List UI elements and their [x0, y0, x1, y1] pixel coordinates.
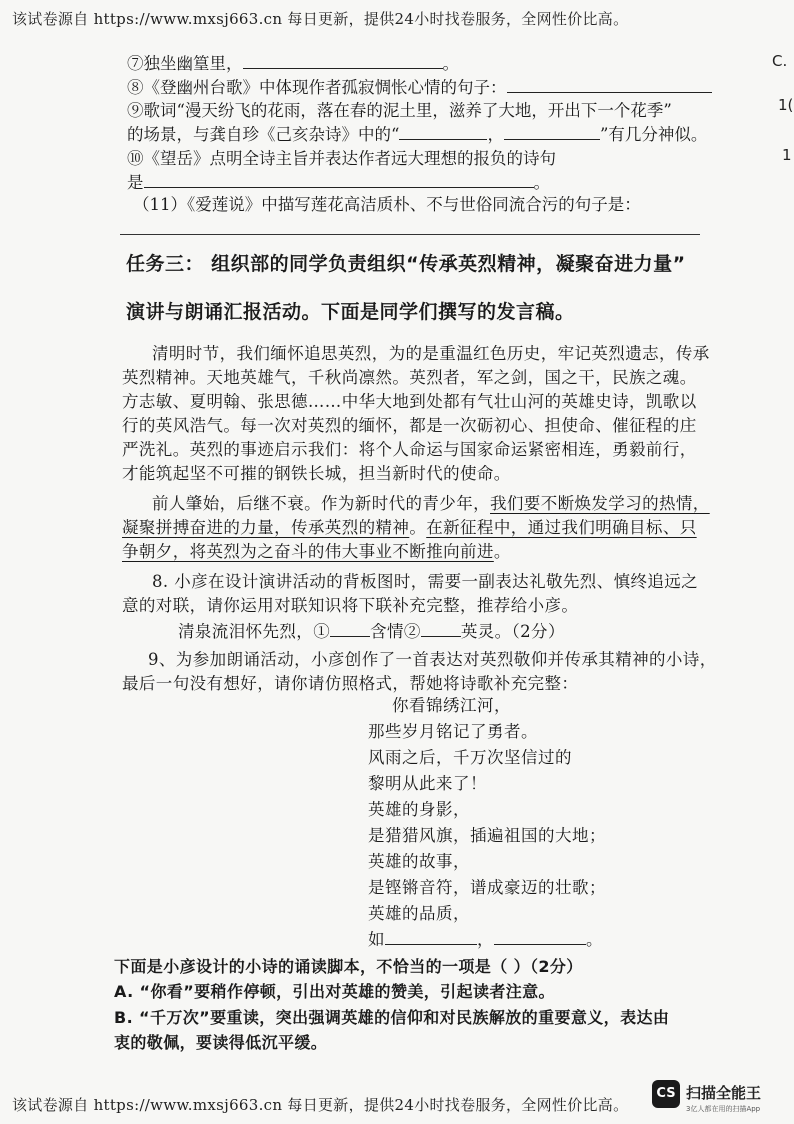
- q8-couplet: [178, 620, 565, 644]
- q10-option-b-line-1: B. “千万次”要重读，突出强调英雄的信仰和对民族解放的重要意义，表达由: [114, 1008, 670, 1027]
- q8-couplet-b: 含情②: [370, 622, 421, 641]
- poem-line-2: 那些岁月铭记了勇者。: [368, 722, 538, 741]
- poem-line-5: 英雄的身影，: [368, 800, 470, 819]
- q8-couplet-a: 清泉流泪怀先烈，①: [178, 622, 331, 641]
- q10-option-a: A. “你看”要稍作停顿，引出对英雄的赞美，引起读者注意。: [114, 982, 555, 1001]
- speech-p2-line-2: [122, 516, 697, 540]
- item-9-line-2: [127, 123, 707, 147]
- q10-stem: 下面是小彦设计的小诗的诵读脚本，不恰当的一项是（ ）（2分）: [114, 957, 583, 976]
- q9-line-2: 最后一句没有想好，请你请仿照格式，帮她将诗歌补充完整：: [122, 674, 579, 693]
- poem-line-4: 黎明从此来了！: [368, 774, 487, 793]
- page-header-watermark: 该试卷源自 https://www.mxsj663.cn 每日更新，提供24小时找卷服务，全网性价比高。: [12, 10, 629, 28]
- item-10-line-2: [127, 171, 550, 195]
- item-7-end: 。: [442, 54, 459, 73]
- cs-logo-icon: CS: [652, 1080, 680, 1108]
- item-10-text: 是: [127, 173, 144, 192]
- poem-last-line: [368, 928, 603, 952]
- item-9-text: 的场景，与龚自珍《己亥杂诗》中的“: [127, 125, 400, 144]
- speech-p1-line-5: 严洗礼。英烈的事迹启示我们：将个人命运与国家命运紧密相连，勇毅前行，: [122, 440, 697, 459]
- edge-text-a: C.: [772, 52, 788, 70]
- poem-blank-2[interactable]: [494, 928, 586, 945]
- q8-couplet-c: 英灵。（2分）: [460, 622, 565, 641]
- item-9-blank-1[interactable]: [399, 123, 487, 140]
- poem-blank-1[interactable]: [385, 928, 477, 945]
- speech-p1-line-3: 方志敏、夏明翰、张思德……中华大地到处都有气壮山河的英雄史诗，凯歌以: [122, 392, 697, 411]
- speech-p2-underlined-2: 凝聚拼搏奋进的力量，传承英烈的精神: [122, 518, 410, 537]
- item-9-comma: ，: [487, 125, 504, 144]
- poem-line-6: 是猎猎风旗，插遍祖国的大地；: [368, 826, 606, 845]
- scanner-app-logo: [652, 1080, 792, 1120]
- item-7-blank[interactable]: [243, 52, 443, 69]
- poem-last-comma: ，: [477, 930, 494, 949]
- task3-title-line-1: 任务三： 组织部的同学负责组织“传承英烈精神，凝聚奋进力量”: [126, 253, 686, 275]
- item-8: [127, 76, 712, 100]
- speech-p2-underlined-4: 争朝夕，将英烈为之奋斗的伟大事业不断推向前进: [122, 542, 494, 561]
- speech-p1-line-4: 行的英风浩气。每一次对英烈的缅怀，都是一次砺初心、担使命、催征程的庄: [122, 416, 697, 435]
- speech-p2-plain-3: 。: [493, 542, 511, 561]
- q8-line-2: 意的对联，请你运用对联知识将下联补充完整，推荐给小彦。: [122, 596, 579, 615]
- speech-p2-underlined-3: 在新征程中，通过我们明确目标、只: [426, 518, 697, 537]
- q8-blank-2[interactable]: [421, 620, 461, 637]
- poem-line-1: 你看锦绣江河，: [392, 696, 511, 715]
- item-7-text: ⑦独坐幽篁里，: [127, 54, 243, 73]
- item-8-blank[interactable]: [507, 76, 712, 93]
- speech-p1-line-1: 清明时节，我们缅怀追思英烈，为的是重温红色历史，牢记英烈遗志，传承: [152, 344, 710, 363]
- item-9-end: ”有几分神似。: [599, 125, 708, 144]
- poem-line-3: 风雨之后，千万次坚信过的: [368, 748, 572, 767]
- item-11: （11）《爱莲说》中描写莲花高洁质朴、不与世俗同流合污的句子是：: [133, 195, 641, 214]
- poem-line-8: 是铿锵音符，谱成豪迈的壮歌；: [368, 878, 606, 897]
- speech-p1-line-2: 英烈精神。天地英雄气，千秋尚凛然。英烈者，军之剑，国之干，民族之魂。: [122, 368, 697, 387]
- q8-line-1: 8. 小彦在设计演讲活动的背板图时，需要一副表达礼敬先烈、慎终追远之: [152, 572, 699, 591]
- item-8-text: ⑧《登幽州台歌》中体现作者孤寂惆怅心情的句子：: [127, 78, 507, 97]
- speech-p1-line-6: 才能筑起坚不可摧的钢铁长城，担当新时代的使命。: [122, 464, 511, 483]
- poem-line-9: 英雄的品质，: [368, 904, 470, 923]
- logo-app-name: 扫描全能王: [686, 1084, 762, 1102]
- q8-blank-1[interactable]: [330, 620, 370, 637]
- logo-tagline: 3亿人都在用的扫描App: [686, 1105, 761, 1113]
- item-10-end: 。: [533, 173, 550, 192]
- edge-text-b: 1(: [778, 96, 794, 114]
- poem-line-7: 英雄的故事，: [368, 852, 470, 871]
- item-10-blank[interactable]: [144, 171, 534, 188]
- q10-option-b-line-2: 衷的敬佩，要读得低沉平缓。: [114, 1033, 328, 1052]
- speech-p2-plain-2: 。: [409, 518, 427, 537]
- task3-title-line-2: 演讲与朗诵汇报活动。下面是同学们撰写的发言稿。: [126, 301, 575, 323]
- speech-p2-line-3: [122, 540, 511, 564]
- item-9-line-1: ⑨歌词“漫天纷飞的花雨，落在春的泥土里，滋养了大地，开出下一个花季”: [127, 101, 672, 120]
- item-11-answer-line[interactable]: [120, 234, 700, 235]
- q9-line-1: 9、为参加朗诵活动，小彦创作了一首表达对英烈敬仰并传承其精神的小诗，: [148, 650, 717, 669]
- poem-last-end: 。: [586, 930, 603, 949]
- item-7: [127, 52, 459, 76]
- speech-p2-underlined-1: 我们要不断焕发学习的热情，: [490, 494, 710, 513]
- edge-text-c: 1: [782, 146, 792, 164]
- poem-last-prefix: 如: [368, 930, 385, 949]
- speech-p2-line-1: [152, 492, 710, 516]
- item-9-blank-2[interactable]: [504, 123, 600, 140]
- page-footer-watermark: 该试卷源自 https://www.mxsj663.cn 每日更新，提供24小时找卷服务，全网性价比高。: [12, 1096, 629, 1114]
- speech-p2-plain-1: 前人肇始，后继不衰。作为新时代的青少年，: [152, 494, 490, 513]
- item-10-line-1: ⑩《望岳》点明全诗主旨并表达作者远大理想的报负的诗句: [127, 149, 556, 168]
